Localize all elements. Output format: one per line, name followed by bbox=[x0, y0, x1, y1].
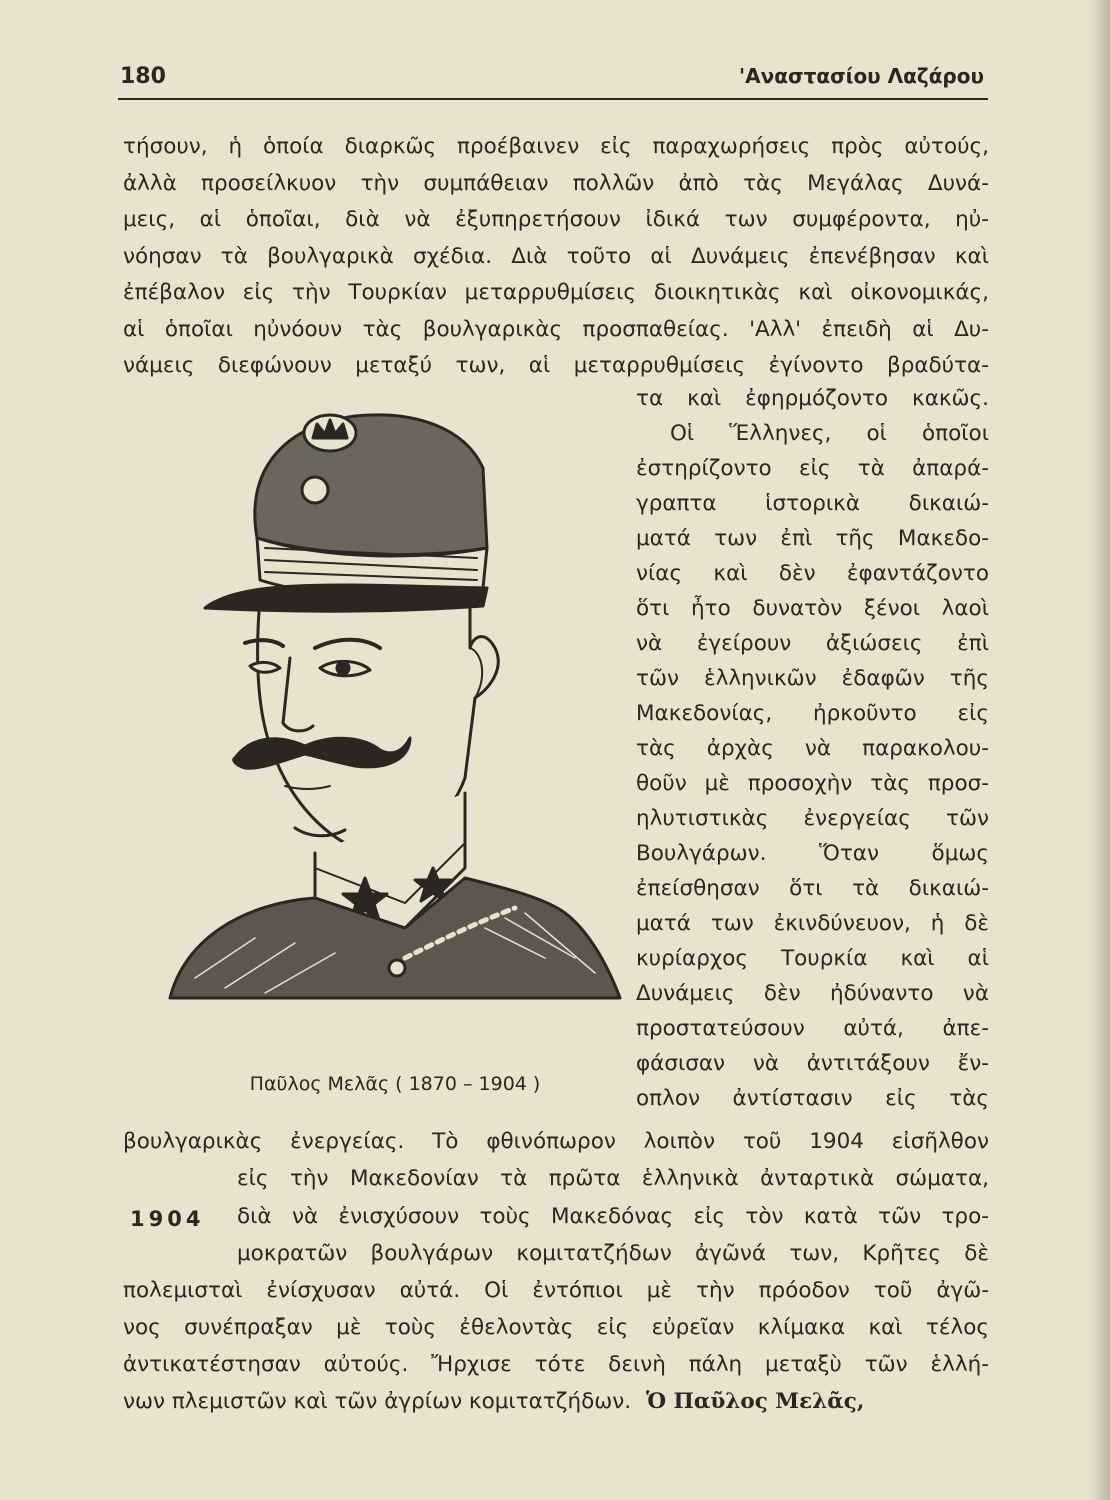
body-line: ἀλλὰ προσείλκυον τὴν συμπάθειαν πολλῶν ἀπὸ τὰς Μεγάλας Δυνά- bbox=[123, 171, 989, 196]
margin-year: 1904 bbox=[130, 1207, 205, 1231]
body-line: προστατεύσουν αὐτά, ἀπε- bbox=[636, 1016, 989, 1041]
body-line: Δυνάμεις δὲν ἠδύναντο νὰ bbox=[636, 981, 989, 1006]
body-line: οπλον ἀντίστασιν εἰς τὰς bbox=[636, 1086, 989, 1111]
body-line: νίας καὶ δὲν ἐφαντάζοντο bbox=[636, 561, 989, 586]
body-line: ηλυτιστικὰς ἐνεργείας τῶν bbox=[636, 806, 989, 831]
body-line: αἱ ὁποῖαι ηὐνόουν τὰς βουλγαρικὰς προσπαθείας. 'Αλλ' ἐπειδὴ αἱ Δυ- bbox=[123, 317, 989, 342]
body-line: νος συνέπραξαν μὲ τοὺς ἐθελοντὰς εἰς εὐρεῖαν κλίμακα καὶ τέλος bbox=[123, 1315, 989, 1340]
body-line-text: νων πλεμιστῶν καὶ τῶν ἀγρίων κομιτατζήδων. bbox=[123, 1389, 632, 1414]
body-line bbox=[123, 1385, 989, 1419]
bold-name: Ὁ Παῦλος Μελᾶς, bbox=[645, 1389, 865, 1414]
page-header bbox=[118, 62, 988, 100]
portrait-illustration bbox=[165, 398, 625, 1008]
body-line: ἐπείσθησαν ὅτι τὰ δικαιώ- bbox=[636, 876, 989, 901]
body-line: ματά των ἐπὶ τῆς Μακεδο- bbox=[636, 526, 989, 551]
body-line: νὰ ἐγείρουν ἀξιώσεις ἐπὶ bbox=[636, 631, 989, 656]
body-line: μοκρατῶν βουλγάρων κομιτατζήδων ἀγῶνά των, Κρῆτες δὲ bbox=[237, 1241, 989, 1266]
body-line: τα καὶ ἐφηρμόζοντο κακῶς. bbox=[636, 386, 989, 411]
page-number: 180 bbox=[120, 64, 166, 89]
body-line: ὅτι ἦτο δυνατὸν ξένοι λαοὶ bbox=[636, 596, 989, 621]
body-line: Μακεδονίας, ἠρκοῦντο εἰς bbox=[636, 701, 989, 726]
body-line: τὰς ἀρχὰς νὰ παρακολου- bbox=[636, 736, 989, 761]
body-line: κυρίαρχος Τουρκία καὶ αἱ bbox=[636, 946, 989, 971]
body-line: ματά των ἐκινδύνευον, ἡ δὲ bbox=[636, 911, 989, 936]
page-edge-shadow bbox=[1090, 0, 1110, 1500]
portrait-caption: Παῦλος Μελᾶς ( 1870 – 1904 ) bbox=[249, 1073, 541, 1095]
body-line: Οἱ Ἕλληνες, οἱ ὁποῖοι bbox=[670, 421, 989, 446]
body-line: ἀντικατέστησαν αὐτούς. Ἤρχισε τότε δεινὴ πάλη μεταξὺ τῶν ἑλλή- bbox=[123, 1352, 989, 1377]
body-line: Βουλγάρων. Ὅταν ὅμως bbox=[636, 841, 989, 866]
body-line: ἐστηρίζοντο εἰς τὰ ἀπαρά- bbox=[636, 456, 989, 481]
body-line: νάμεις διεφώνουν μεταξύ των, αἱ μεταρρυθμίσεις ἐγίνοντο βραδύτα- bbox=[123, 353, 989, 378]
running-head: 'Αναστασίου Λαζάρου bbox=[739, 64, 984, 88]
body-line: μεις, αἱ ὁποῖαι, διὰ νὰ ἐξυπηρετήσουν ἰδικά των συμφέροντα, ηὐ- bbox=[123, 207, 989, 232]
body-line: θοῦν μὲ προσοχὴν τὰς προσ- bbox=[636, 771, 989, 796]
body-line: διὰ νὰ ἐνισχύσουν τοὺς Μακεδόνας εἰς τὸν κατὰ τῶν τρο- bbox=[237, 1204, 989, 1229]
body-line: νόησαν τὰ βουλγαρικὰ σχέδια. Διὰ τοῦτο αἱ Δυνάμεις ἐπενέβησαν καὶ bbox=[123, 244, 989, 269]
body-line: πολεμισταὶ ἐνίσχυσαν αὐτά. Οἱ ἐντόπιοι μὲ τὴν πρόοδον τοῦ ἀγῶ- bbox=[123, 1278, 989, 1303]
body-line: βουλγαρικὰς ἐνεργείας. Τὸ φθινόπωρον λοιπὸν τοῦ 1904 εἰσῆλθον bbox=[123, 1129, 989, 1154]
body-line: τήσουν, ἡ ὁποία διαρκῶς προέβαινεν εἰς παραχωρήσεις πρὸς αὐτούς, bbox=[123, 134, 989, 159]
body-line: τῶν ἑλληνικῶν ἐδαφῶν τῆς bbox=[636, 666, 989, 691]
body-line: εἰς τὴν Μακεδονίαν τὰ πρῶτα ἑλληνικὰ ἀνταρτικὰ σώματα, bbox=[237, 1166, 989, 1191]
body-line: γραπτα ἱστορικὰ δικαιώ- bbox=[636, 491, 989, 516]
body-line: ἐπέβαλον εἰς τὴν Τουρκίαν μεταρρυθμίσεις διοικητικὰς καὶ οἰκονομικάς, bbox=[123, 280, 989, 305]
body-line: φάσισαν νὰ ἀντιτάξουν ἔν- bbox=[636, 1051, 989, 1076]
